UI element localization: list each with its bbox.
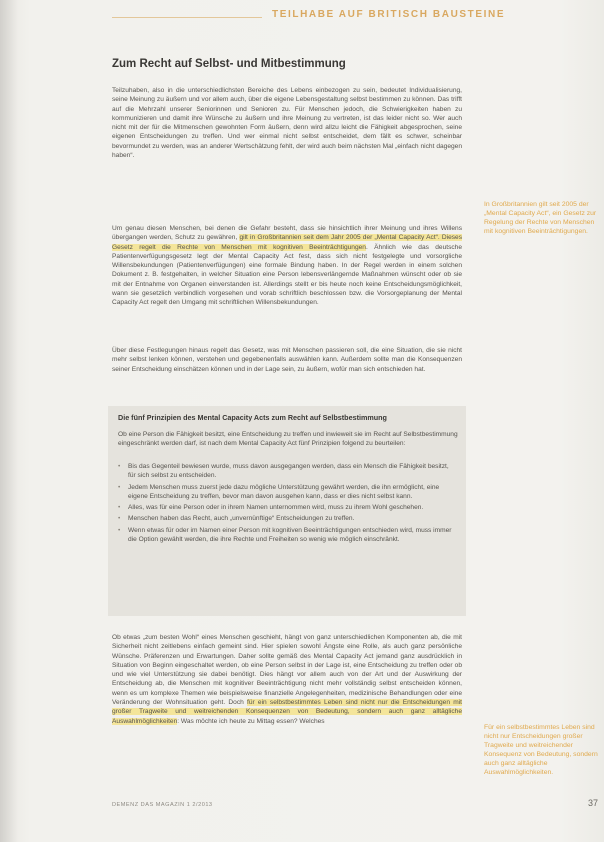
principle-text: Alles, was für eine Person oder in ihrem Namen unternommen wird, muss zu ihrem Wohl geschehen. [128,504,424,512]
paragraph-2 [112,224,462,308]
paragraph-2-end: . Ähnlich wie das deutsche Patientenverfügungsgesetz legt der Mental Capacity Act fest, dass sich nicht festgelegte und vorsorgliche Willensbekundungen (Patientenverfügungen) eine formale Bindung haben. In der Regel werden in einem solchen Dokument z. B. festgehalten, in welcher Situation eine Person lebensverlängernde Maßnahmen wünscht oder ob sie mit der Entnahme von Organen einverstanden ist. Allerdings stellt er bis heute noch keine Entscheidungsmöglichkeit, wann sie gesetzlich verbindlich vorgesehen und vorab schriftlich beschlossen bzw. die Vorsorgeplanung der Mental Capacity Act regelt den Umgang mit schriftlichen Willensbekundungen. [112,243,462,307]
section-header: TEILHABE AUF BRITISCH BAUSTEINE [272,9,506,20]
bullet-icon: • [118,483,121,491]
bullet-icon: • [118,515,121,523]
principle-text: Wenn etwas für oder im Namen einer Person mit kognitiven Beeinträchtigungen entschieden wird, muss immer die Option gewählt werden, die ihre Rechte und Freiheiten so wenig wie möglich einschränkt. [128,526,452,544]
bullet-icon: • [118,504,121,512]
paragraph-4-end: : Was möchte ich heute zu Mittag essen? Welches [177,717,325,725]
article-title: Zum Recht auf Selbst- und Mitbestimmung [112,58,346,70]
paragraph-1: Teilzuhaben, also in die unterschiedlichsten Bereiche des Lebens einbezogen zu sein, bedeutet Individualisierung, seine Meinung zu äußern und vor allem auch, über die eigene Lebensgestaltung selbst bestimmen zu können. Das trifft auf die Mehrzahl unserer Seniorinnen und Senioren zu. Für Menschen jedoch, die Schwierigkeiten haben zu kommunizieren und damit ihre Wünsche zu äußern und ihre Meinung zu vertreten, ist das leider nicht so. Wer auch nicht mit der für die Mitmenschen gewohnten Form äußern, denn wird allzu leicht die Fähigkeit abgesprochen, seine eigenen Entscheidungen zu treffen. Und wer einmal nicht selbst entscheidet, dem fällt es schwer, scheinbar bevormundet zu werden, was an anderer Wertschätzung fehlt, der wird auch beim nächsten Mal „einfach nicht dagegen haben“. [112,87,462,160]
bullet-icon: • [118,526,121,534]
principle-text: Menschen haben das Recht, auch „unvernünftige“ Entscheidungen zu treffen. [128,515,355,523]
paragraph-2-start: Um genau diesen Menschen, bei denen die Gefahr besteht, dass sie hinsichtlich ihrer Meinung und ihres Willens übergangen werden, Schutz zu gewähren, [112,225,462,242]
principle-item [118,526,458,545]
principle-item [118,514,458,523]
principle-item [118,462,458,481]
binding-shadow [0,0,18,842]
principle-text: Jedem Menschen muss zuerst jede dazu mögliche Unterstützung gewährt werden, die ihn ermöglicht, eine eigene Entscheidung zu treffen, bevor man davon ausgehen kann, dass er dies nicht selbst kann. [128,483,440,500]
highlighted-text-1: gilt in Großbritannien seit dem Jahr 2005 der „Mental Capacity Act“. Dieses Gesetz regelt die Rechte von Menschen mit kognitiven Beeinträchtigungen [112,234,463,251]
principle-item [118,503,458,512]
bullet-icon: • [118,463,121,470]
principles-box-intro: Ob eine Person die Fähigkeit besitzt, eine Entscheidung zu treffen und inwieweit sie im Recht auf Selbstbestimmung eingeschränkt werden darf, ist nach dem Mental Capacity Act fünf Prinzipien folgend zu beurteilen: [118,431,458,448]
highlighted-text-2: für ein selbstbestimmtes Leben sind nicht nur die Entscheidungen mit großer Tragweite und weitreichenden Konsequenzen von Bedeutung, sondern auch ganz alltägliche Auswahlmöglichkeiten [112,699,462,725]
sidebar-note-2: Für ein selbstbestimmtes Leben sind nicht nur Entscheidungen großer Tragweite und weitreichender Konsequenz von Bedeutung, sondern auch ganz alltägliche Auswahlmöglichkeiten. [484,724,598,776]
paragraph-4-start: Ob etwas „zum besten Wohl“ eines Menschen geschieht, hängt von ganz unterschiedlichen Komponenten ab, die mit Sicherheit nicht zeitlebens einfach gemeint sind. Hier spielen sowohl Ängste eine Rolle, als auch ganz persönliche Wünsche. Präferenzen und Erwartungen. Daher sollte gemäß des Mental Capacity Act jemand ganz ausdrücklich in Situation von Beginn eingeschaltet werden, ob eine Person selbst in der Lage ist, eine Entscheidung zu treffen oder ob und wie viel Unterstützung sie dabei benötigt. Dies hängt vor allem auch von der Art und der Auswirkung der Entscheidung ab, die Menschen mit kognitiver Beeinträchtigung nicht mehr vollständig selbst entscheiden können, wenn es um komplexe Themen wie beispielsweise finanzielle Angelegenheiten, medizinische Behandlungen oder eine Veränderung der Wohnsituation geht. Doch [112,634,462,707]
principle-text: Bis das Gegenteil bewiesen wurde, muss davon ausgegangen werden, dass ein Mensch die Fähigkeit besitzt, für sich selbst zu entscheiden. [128,463,449,480]
principle-item [118,483,458,502]
header-rule [112,17,262,18]
paragraph-3: Über diese Festlegungen hinaus regelt das Gesetz, was mit Menschen passieren soll, die eine Situation, die sie nicht mehr selbst lenken können, verstehen und gegebenenfalls auswählen kann. Außerdem sollte man die Konsequenzen seiner Entscheidung einschätzen können und in der Lage sein, zu äußern, wofür man sich entschieden hat. [112,347,462,373]
principles-box-title: Die fünf Prinzipien des Mental Capacity Acts zum Recht auf Selbstbestimmung [118,413,387,422]
principles-list [118,462,458,546]
page-number: 37 [588,798,599,808]
paragraph-4 [112,633,462,726]
footer-publication: DEMENZ DAS MAGAZIN 1 2/2013 [112,802,213,808]
sidebar-note-1: In Großbritannien gilt seit 2005 der „Mental Capacity Act“, ein Gesetz zur Regelung der Rechte von Menschen mit kognitiven Beeinträchtigungen. [484,201,597,235]
